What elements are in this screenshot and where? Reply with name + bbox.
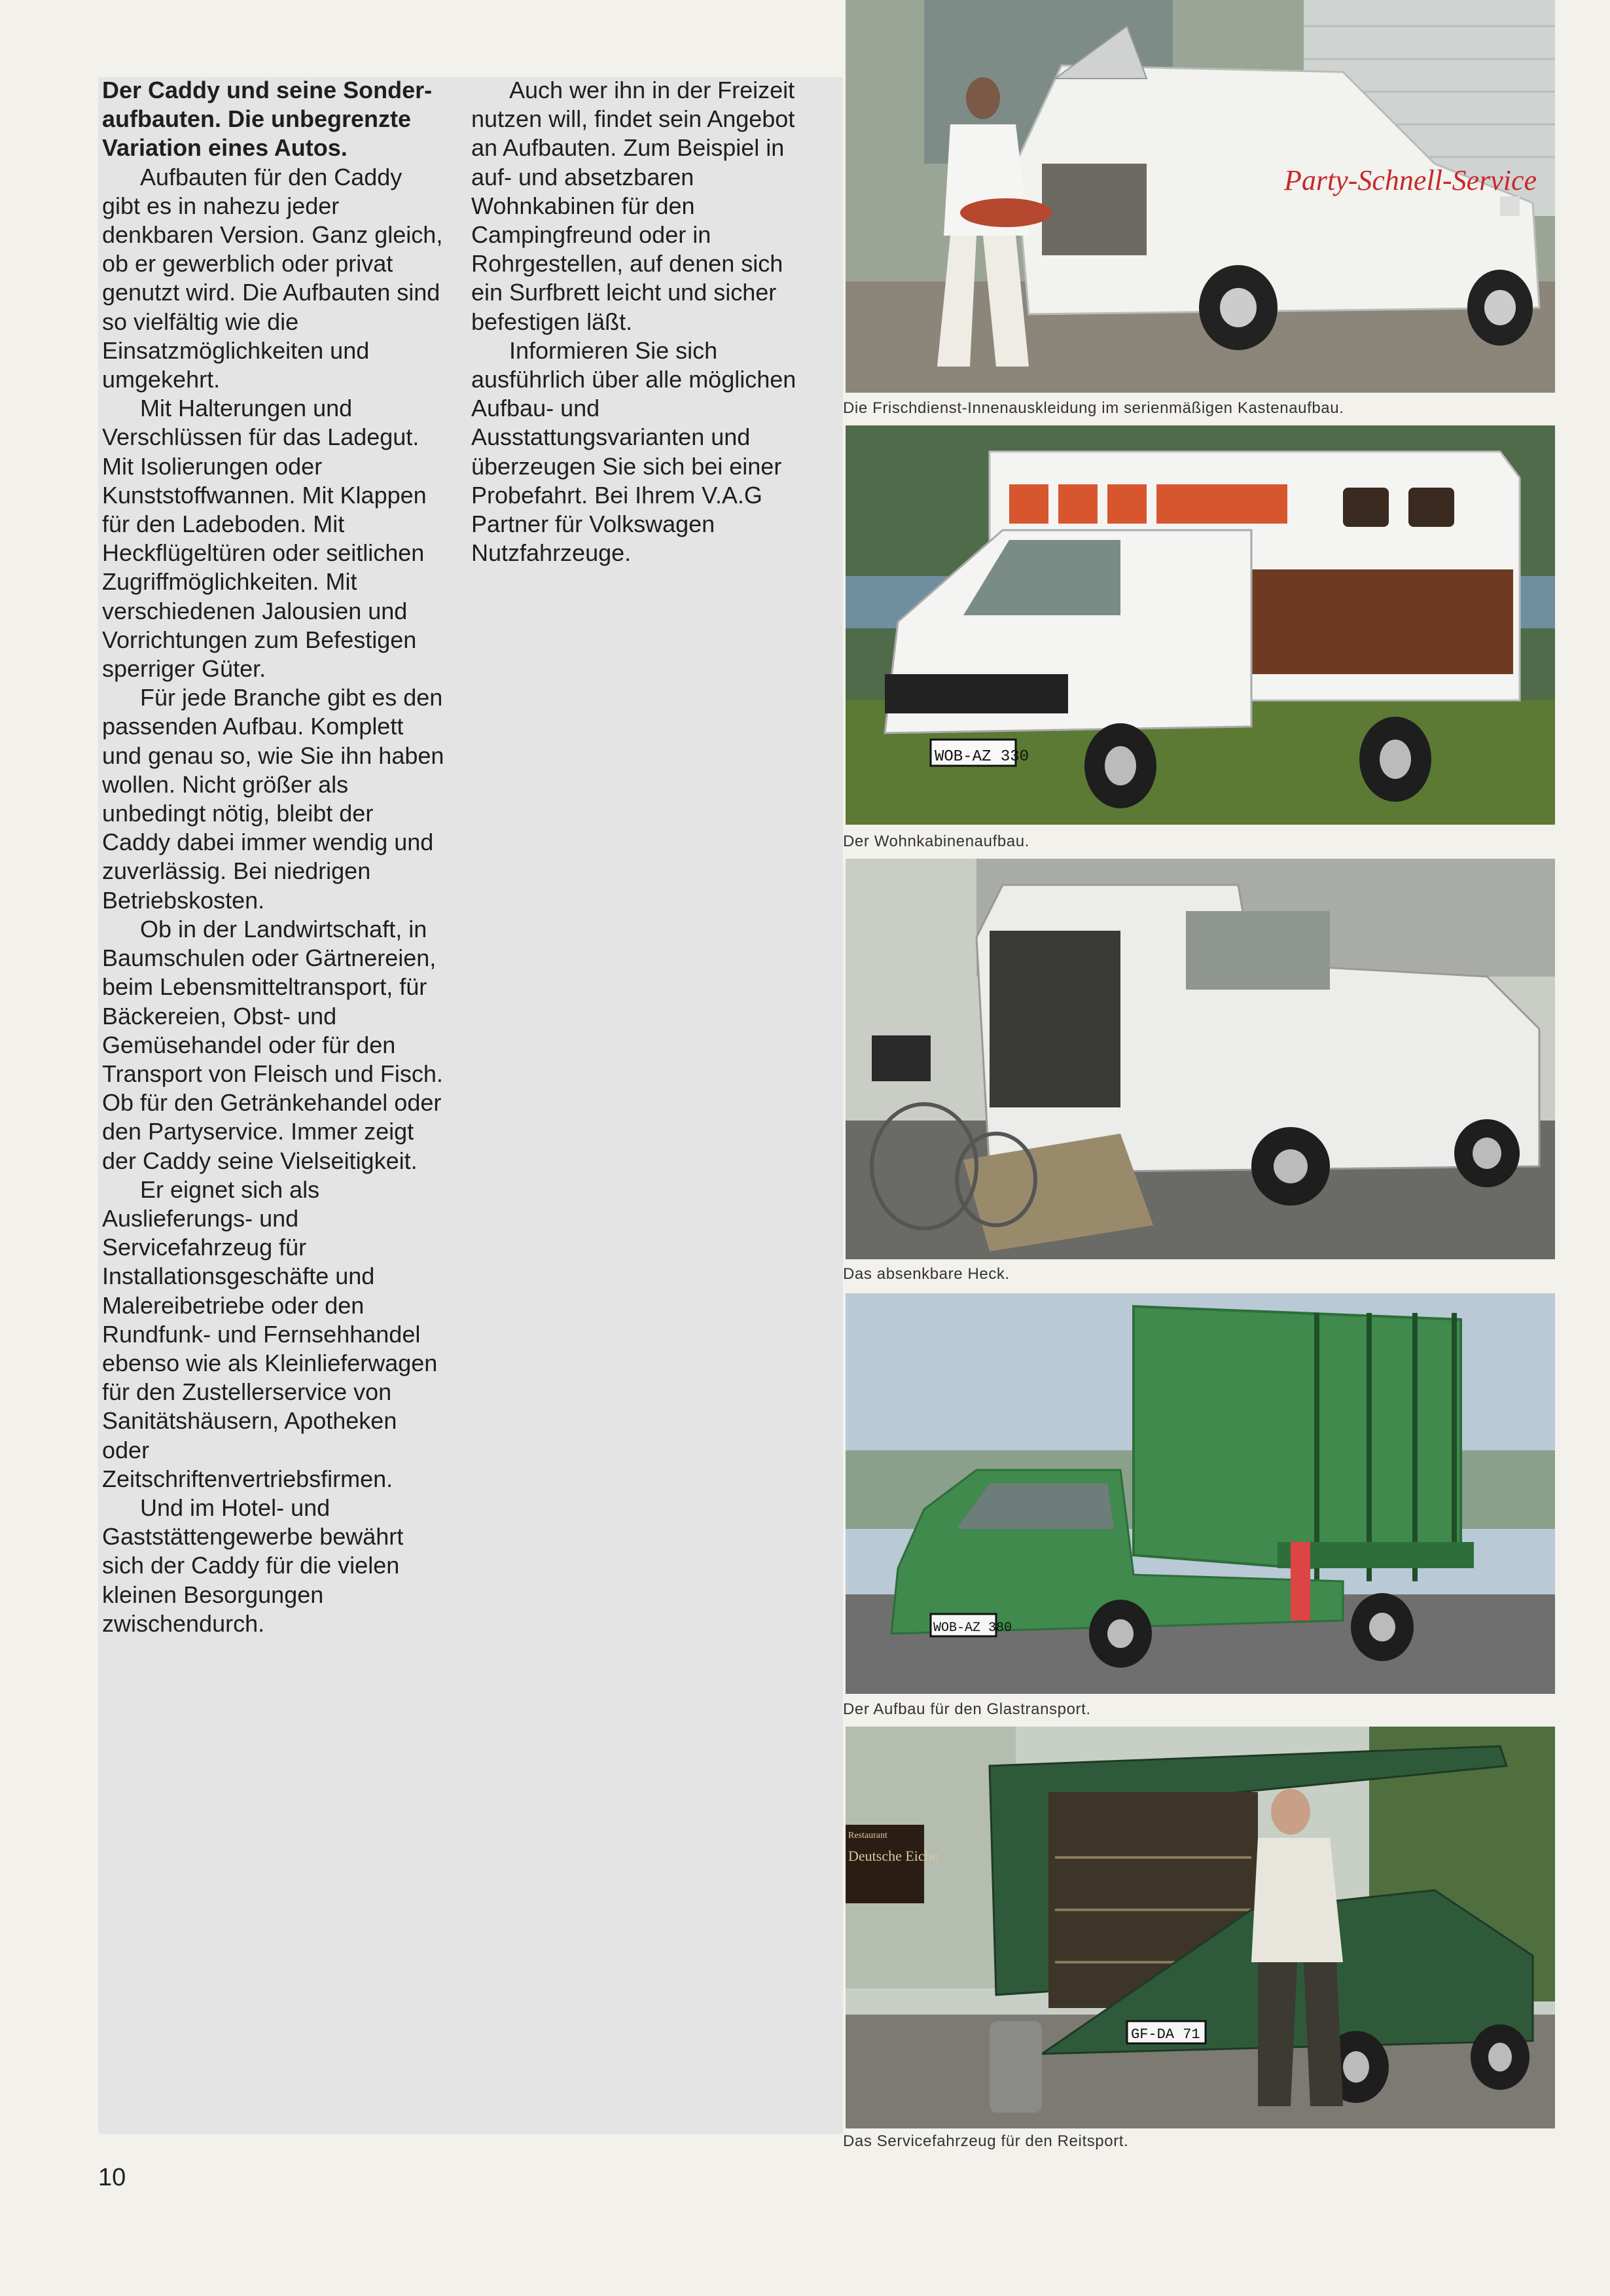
van-sign-text: Party-Schnell-Service (1284, 164, 1537, 196)
photo-camper-van (846, 425, 1555, 825)
restaurant-sign-subtext: Restaurant (848, 1831, 887, 1840)
photo-caption: Der Aufbau für den Glastransport. (843, 1700, 1091, 1718)
restaurant-sign-text: Deutsche Eiche (848, 1848, 939, 1864)
photo-caption: Der Wohnkabinenaufbau. (843, 833, 1029, 850)
page-number: 10 (98, 2164, 126, 2191)
photo-caption: Das Servicefahrzeug für den Reitsport. (843, 2132, 1129, 2150)
photo-caption: Das absenkbare Heck. (843, 1265, 1010, 1283)
paragraph: Aufbauten für den Caddy gibt es in nahezu jeder denkbaren Version. Ganz gleich, ob er gewerblich oder privat genutzt wird. Die Aufbauten sind so vielfältig wie die Einsatzmöglichkeiten und umgekehrt. (102, 163, 443, 393)
paragraph: Und im Hotel- und Gaststättengewerbe bewährt sich der Caddy für die vielen kleinen Besorgungen zwischendurch. (102, 1494, 404, 1637)
license-plate: GF-DA 71 (1131, 2026, 1200, 2043)
photo-lowerable-rear (846, 859, 1555, 1259)
paragraph: Für jede Branche gibt es den passenden Aufbau. Komplett und genau so, wie Sie ihn haben wollen. Nicht größer als unbedingt nötig, bleibt der Caddy dabei immer wendig und zuverlässig. Bei niedrigen Betriebskosten. (102, 684, 444, 914)
photo-party-service-van (846, 0, 1555, 393)
paragraph: Ob in der Landwirtschaft, in Baumschulen oder Gärtnereien, beim Lebensmitteltransport, für Bäckereien, Obst- und Gemüsehandel oder für den Transport von Fleisch und Fisch. Ob für den Getränkehandel oder den Partyservice. Immer zeigt der Caddy seine Vielseitigkeit. (102, 915, 443, 1174)
paragraph: Mit Halterungen und Verschlüssen für das Ladegut. Mit Isolierungen oder Kunststoffwannen. Mit Klappen für den Ladeboden. Mit Heckflügeltüren oder seitlichen Zugriffmöglichkeiten. Mit verschiedenen Jalousien und Vorrichtungen zum Befestigen sperriger Güter. (102, 395, 427, 683)
paragraph: Informieren Sie sich ausführlich über alle möglichen Aufbau- und Ausstattungsvarianten und überzeugen Sie sich bei einer Probefahrt. Bei Ihrem V.A.G Partner für Volkswagen Nutzfahrzeuge. (471, 336, 796, 567)
photo-glass-transport (846, 1293, 1555, 1694)
paragraph: Er eignet sich als Auslieferungs- und Servicefahrzeug für Installationsgeschäfte und Malereibetriebe oder den Rundfunk- und Fernsehhandel ebenso wie als Kleinlieferwagen für den Zustellerservice von Sanitätshäusern, Apotheken oder Zeitschriftenvertriebsfirmen. (102, 1175, 438, 1492)
photo-caption: Die Frischdienst-Innenauskleidung im serienmäßigen Kastenaufbau. (843, 399, 1344, 417)
text-column-right (471, 76, 818, 567)
article-heading: Der Caddy und seine Sonderaufbauten. Die unbegrenzte Variation eines Autos. (102, 77, 433, 162)
photo-equestrian-service (846, 1727, 1555, 2128)
text-column-left (102, 76, 445, 1638)
paragraph: Auch wer ihn in der Freizeit nutzen will, findet sein Angebot an Aufbauten. Zum Beispiel in auf- und absetzbaren Wohnkabinen für den Campingfreund oder in Rohrgestellen, auf denen sich ein Surfbrett leicht und sicher befestigen läßt. (471, 77, 795, 335)
license-plate: WOB-AZ 330 (935, 748, 1029, 766)
license-plate: WOB-AZ 380 (933, 1621, 1012, 1636)
